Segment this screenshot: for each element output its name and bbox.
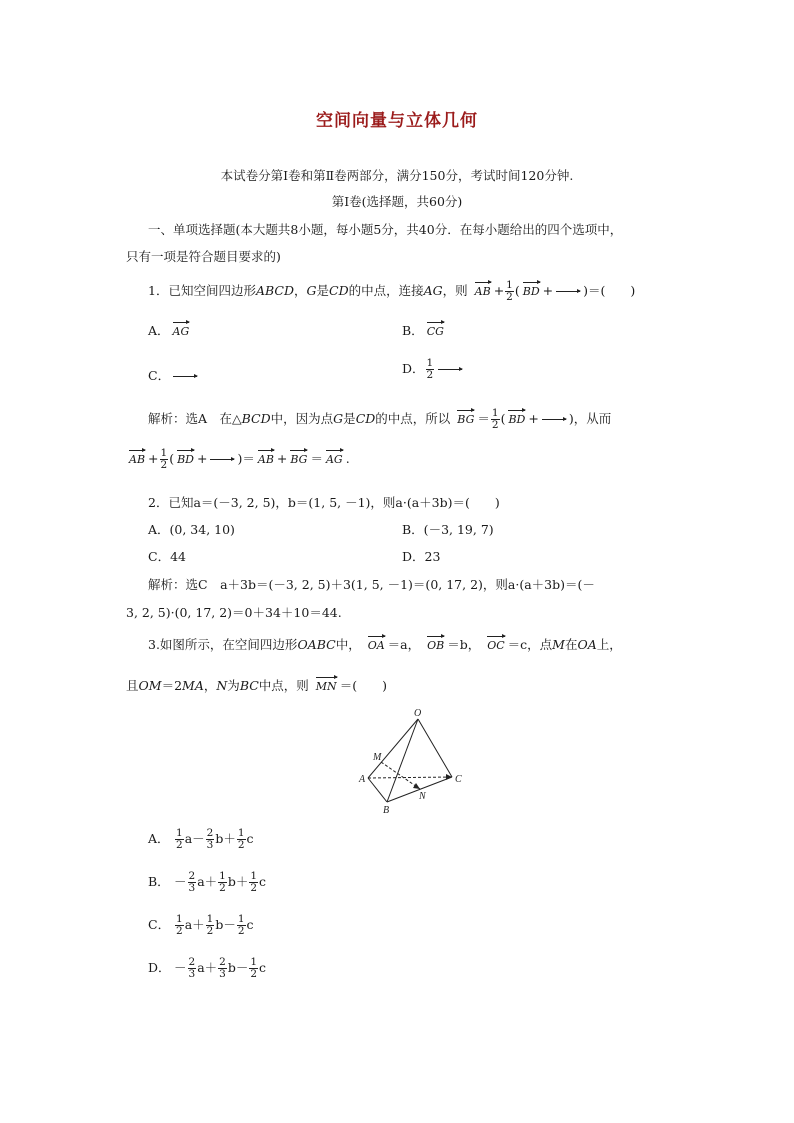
question-2-solution-line2: 3, 2, 5)·(0, 17, 2)＝0＋34＋10＝44.: [126, 605, 342, 620]
label-o: O: [414, 708, 422, 719]
question-1-solution-line2: AB + $\frac{1}{2}$ ( BD + )＝ AB + BG ＝ AG .: [129, 447, 350, 471]
question-2-solution-line1: 解析：选C a＋3b＝(－3, 2, 5)＋3(1, 5, －1)＝(0, 17, 2)，则a·(a＋3b)＝(－: [148, 577, 595, 592]
arrow-mn: [413, 783, 420, 789]
edge-ac-hidden: [368, 777, 452, 778]
edge-ob: [387, 719, 418, 802]
question-1-stem: 1．已知空间四边形ABCD，G是CD的中点，连接AG，则 AB + $\frac{1}{2}$ ( BD + )＝( ): [148, 279, 636, 303]
label-m: M: [373, 752, 382, 763]
question-2-option-d[interactable]: D．23: [402, 549, 441, 564]
tetrahedron-figure: [350, 705, 470, 817]
edge-oa: [368, 719, 418, 778]
question-1-option-c[interactable]: C．: [148, 366, 200, 384]
question-3-option-c[interactable]: C． $\frac{1}{2}$ a＋ $\frac{1}{2}$ b－ $\frac{1}{2}$ c: [148, 913, 254, 937]
edge-ab: [368, 778, 387, 802]
question-3-stem-line1: 3.如图所示，在空间四边形OABC中， OA ＝a， OB ＝b， OC ＝c，点M在OA上，: [148, 634, 622, 653]
question-3-option-a[interactable]: A． $\frac{1}{2}$ a－ $\frac{2}{3}$ b＋ $\frac{1}{2}$ c: [148, 827, 254, 851]
edge-oc: [418, 719, 452, 777]
part1-heading-line2: 只有一项是符合题目要求的): [126, 249, 281, 264]
question-1-option-b[interactable]: B． CG: [402, 320, 447, 339]
question-2-option-b[interactable]: B．(－3, 19, 7): [402, 522, 494, 537]
part1-heading-line1: 一、单项选择题(本大题共8小题，每小题5分，共40分．在每小题给出的四个选项中，: [148, 222, 623, 237]
question-1-option-d[interactable]: D． $\frac{1}{2}$: [402, 358, 465, 381]
label-b: B: [383, 805, 390, 816]
exam-intro: 本试卷分第Ⅰ卷和第Ⅱ卷两部分，满分150分，考试时间120分钟.: [220, 168, 574, 183]
question-3-stem-line2: 且OM＝2MA，N为BC中点，则 MN ＝( ): [126, 675, 387, 694]
label-n: N: [419, 791, 426, 802]
page-title: 空间向量与立体几何: [316, 111, 478, 131]
label-a: A: [359, 774, 366, 785]
section-title: 第Ⅰ卷(选择题，共60分): [331, 194, 463, 209]
question-2-option-a[interactable]: A．(0, 34, 10): [148, 522, 235, 537]
vector-missing: [556, 289, 580, 295]
vector-bd: BD: [523, 280, 540, 298]
label-c: C: [455, 774, 462, 785]
question-3-option-b[interactable]: B． － $\frac{2}{3}$ a＋ $\frac{1}{2}$ b＋ $\frac{1}{2}$ c: [148, 870, 267, 894]
question-3-option-d[interactable]: D． － $\frac{2}{3}$ a＋ $\frac{2}{3}$ b－ $\frac{1}{2}$ c: [148, 956, 267, 980]
question-1-option-a[interactable]: A． AG: [148, 320, 192, 339]
question-2-option-c[interactable]: C．44: [148, 549, 186, 564]
question-2-stem: 2．已知a＝(－3, 2, 5)，b＝(1, 5, －1)，则a·(a＋3b)＝( ): [148, 495, 500, 510]
vector-ab: AB: [475, 280, 491, 298]
fraction-half: $\frac{1}{2}$: [506, 279, 513, 303]
question-1-solution-line1: 解析：选A 在△BCD中，因为点G是CD的中点，所以 BG ＝ $\frac{1}{2}$ ( BD + )，从而: [148, 407, 612, 431]
